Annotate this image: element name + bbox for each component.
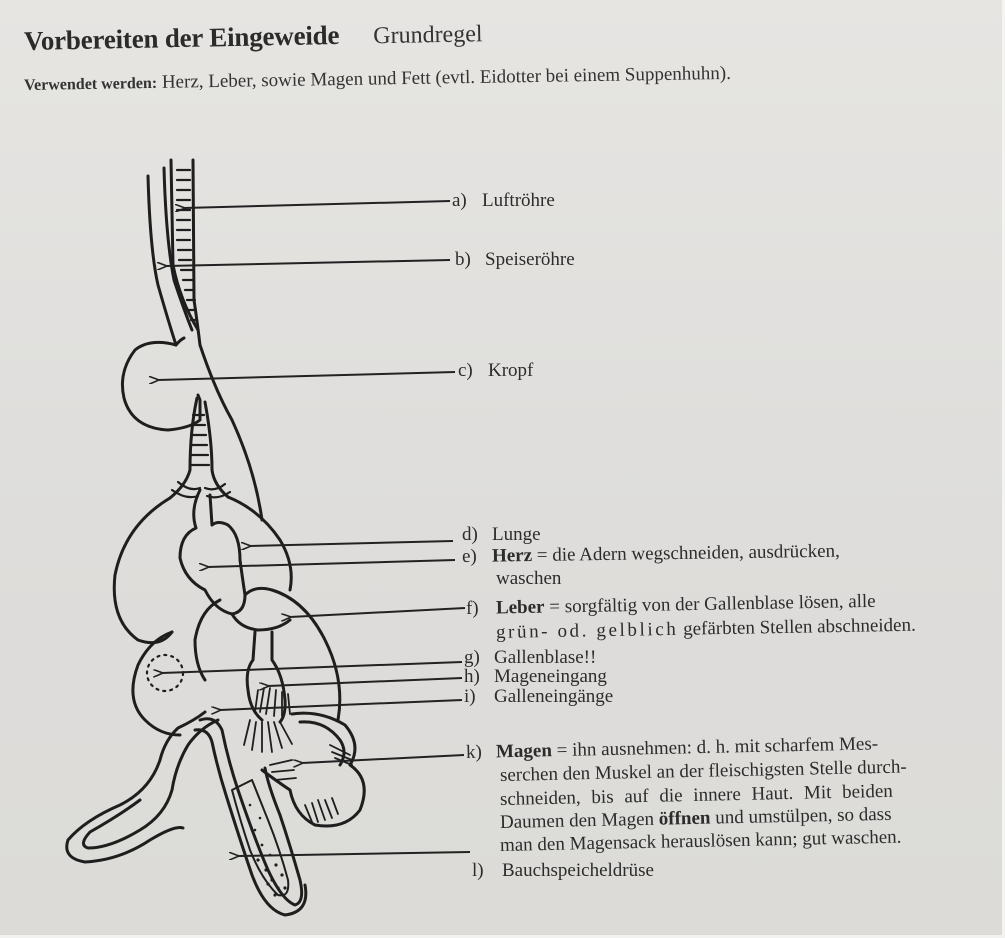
label-term: Galleneingänge xyxy=(494,686,614,707)
title-main: Vorbereiten der Eingeweide xyxy=(23,19,340,56)
leader-line-h xyxy=(268,678,462,686)
label-e-description-cont: waschen xyxy=(496,568,562,589)
label-term: Leber xyxy=(495,596,545,619)
label-k-description-cont: schneiden, bis auf die innere Haut. Mit beiden xyxy=(499,780,893,810)
label-e: e) Herz = die Adern wegschneiden, ausdrücken, xyxy=(461,540,840,567)
label-h: h) Mageneingang xyxy=(464,666,607,687)
label-a: a) Luftröhre xyxy=(452,190,555,211)
label-i: i) Galleneingänge xyxy=(464,686,614,707)
label-f-description-cont: grün- od. gelblich gefärbten Stellen abschneiden. xyxy=(495,614,916,643)
label-k-description-cont: serchen den Muskel an der fleischigsten Stelle durch- xyxy=(499,756,907,786)
leader-line-c xyxy=(158,372,455,380)
leader-line-e xyxy=(208,560,455,567)
leader-line-l xyxy=(238,852,470,856)
label-term: Kropf xyxy=(488,360,534,381)
liver-shape xyxy=(245,588,340,720)
leader-line-f xyxy=(290,608,465,617)
label-f: f) Leber = sorgfältig von der Gallenblase lösen, alle xyxy=(465,590,876,619)
crop-shape xyxy=(122,342,200,430)
label-term: Herz xyxy=(491,545,533,567)
label-term: Gallenblase!! xyxy=(494,647,597,668)
label-k: k) Magen = ihn ausnehmen: d. h. mit scharfem Mes- xyxy=(465,733,879,763)
leader-line-g xyxy=(162,662,462,673)
label-description: ihn ausnehmen: d. h. mit scharfem Mes- xyxy=(571,733,879,761)
label-term: Speiseröhre xyxy=(485,249,575,270)
leader-line-k xyxy=(302,755,464,763)
leader-line-b xyxy=(166,260,450,266)
label-description: sorgfältig von der Gallenblase lösen, alle xyxy=(564,590,876,618)
label-term: Luftröhre xyxy=(482,190,555,211)
title-subtitle: Grundregel xyxy=(372,21,483,50)
intro-label: Verwendet werden: xyxy=(23,74,158,94)
label-term: Lunge xyxy=(492,524,541,545)
lung-shape xyxy=(114,498,172,643)
label-term: Mageneingang xyxy=(494,666,607,687)
label-g: g) Gallenblase!! xyxy=(464,647,597,668)
label-d: d) Lunge xyxy=(462,524,541,545)
intro-text: Herz, Leber, sowie Magen und Fett (evtl. Eidotter bei einem Suppenhuhn). xyxy=(156,62,732,93)
label-k-description-cont: man den Magensack herauslösen kann; gut waschen. xyxy=(499,826,902,856)
label-c: c) Kropf xyxy=(458,360,534,381)
label-term: Bauchspeicheldrüse xyxy=(502,860,654,881)
label-k-description-cont: Daumen den Magen öffnen und umstülpen, so dass xyxy=(499,803,892,833)
leader-line-a xyxy=(184,201,450,208)
heart-shape xyxy=(180,490,245,614)
label-term: Magen xyxy=(495,740,553,763)
intestine-loop xyxy=(67,712,205,862)
label-b: b) Speiseröhre xyxy=(455,249,575,270)
label-description: die Adern wegschneiden, ausdrücken, xyxy=(552,540,840,566)
label-l: l) Bauchspeicheldrüse xyxy=(472,860,654,881)
